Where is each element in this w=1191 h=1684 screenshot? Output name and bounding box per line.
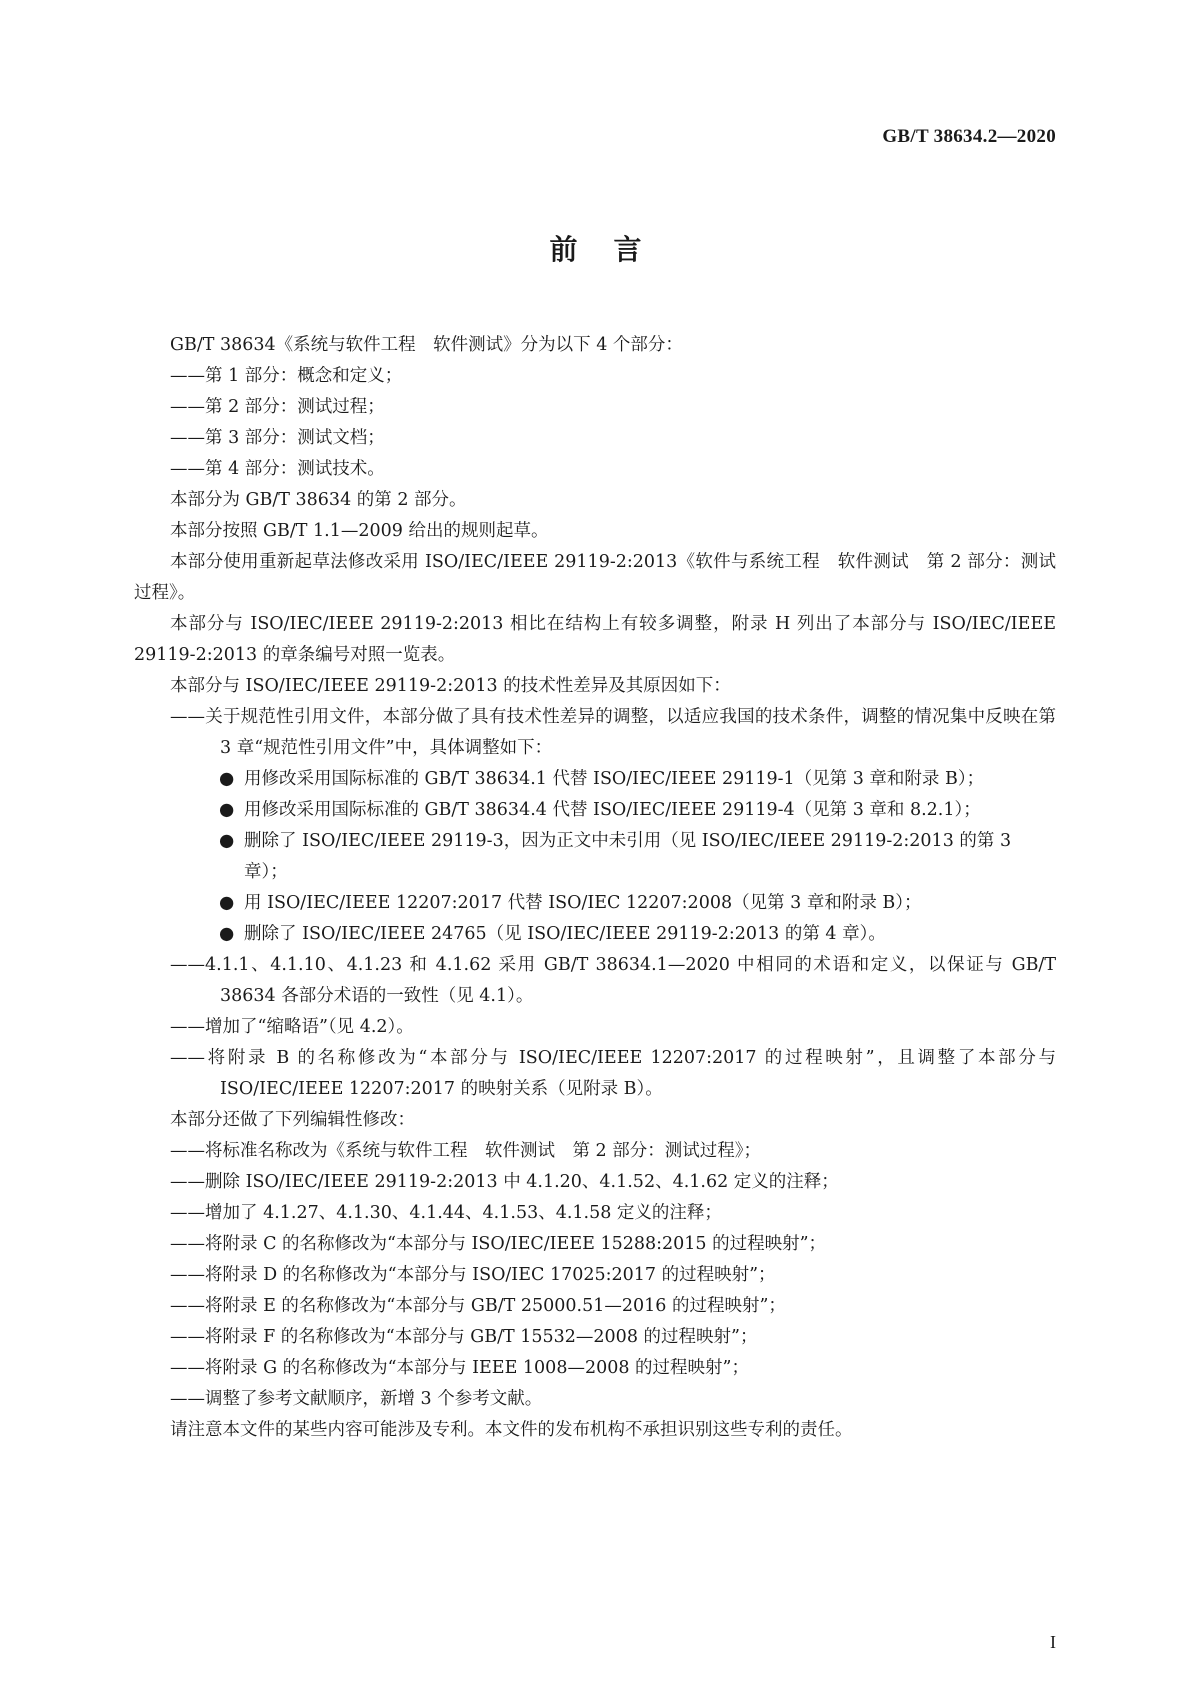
part-list-item: ——第 1 部分：概念和定义； bbox=[170, 366, 403, 386]
editorial-list-item: ——增加了 4.1.27、4.1.30、4.1.44、4.1.53、4.1.58 定义的注释； bbox=[170, 1203, 722, 1223]
editorial-list-item: ——调整了参考文献顺序，新增 3 个参考文献。 bbox=[170, 1389, 543, 1409]
tech-diff-annex-b: ——将附录 B 的名称修改为“本部分与 ISO/IEC/IEEE 12207:2017 的过程映射”，且调整了本部分与 ISO/IEC/IEEE 12207:2017 的映射关系（见附录 B）。 bbox=[170, 1048, 1056, 1099]
tech-diff-bullet bbox=[134, 764, 1056, 795]
adoption-paragraph: 本部分使用重新起草法修改采用 ISO/IEC/IEEE 29119-2:2013《软件与系统工程 软件测试 第 2 部分：测试过程》。 bbox=[134, 552, 1056, 603]
part-list-item: ——第 3 部分：测试文档； bbox=[170, 428, 385, 448]
bullet-text: 用修改采用国际标准的 GB/T 38634.4 代替 ISO/IEC/IEEE 29119-4（见第 3 章和 8.2.1）； bbox=[244, 800, 981, 820]
patent-notice: 请注意本文件的某些内容可能涉及专利。本文件的发布机构不承担识别这些专利的责任。 bbox=[170, 1420, 853, 1440]
structure-paragraph: 本部分与 ISO/IEC/IEEE 29119-2:2013 相比在结构上有较多调整，附录 H 列出了本部分与 ISO/IEC/IEEE 29119-2:2013 的章条编号对照一览表。 bbox=[134, 614, 1056, 665]
page-title: 前言 bbox=[549, 233, 678, 266]
editorial-list-item: ——将附录 D 的名称修改为“本部分与 ISO/IEC 17025:2017 的过程映射”； bbox=[170, 1265, 776, 1285]
bullet-text: 用 ISO/IEC/IEEE 12207:2017 代替 ISO/IEC 12207:2008（见第 3 章和附录 B）； bbox=[244, 893, 922, 913]
intro-paragraph: GB/T 38634《系统与软件工程 软件测试》分为以下 4 个部分： bbox=[170, 335, 683, 355]
editorial-intro: 本部分还做了下列编辑性修改： bbox=[170, 1110, 415, 1130]
part-of-paragraph: 本部分为 GB/T 38634 的第 2 部分。 bbox=[170, 490, 467, 510]
tech-diff-bullet bbox=[134, 795, 1056, 826]
foreword-body bbox=[134, 330, 1056, 1446]
editorial-list-item: ——将附录 G 的名称修改为“本部分与 IEEE 1008—2008 的过程映射”； bbox=[170, 1358, 749, 1378]
tech-diff-bullet bbox=[134, 919, 1056, 950]
bullet-dot-icon: ● bbox=[219, 769, 235, 789]
bullet-dot-icon: ● bbox=[219, 831, 235, 851]
tech-diff-bullet bbox=[134, 826, 1056, 888]
editorial-list-item: ——将附录 F 的名称修改为“本部分与 GB/T 15532—2008 的过程映射”； bbox=[170, 1327, 758, 1347]
editorial-list-item: ——将标准名称改为《系统与软件工程 软件测试 第 2 部分：测试过程》； bbox=[170, 1141, 762, 1161]
bullet-text: 删除了 ISO/IEC/IEEE 29119-3，因为正文中未引用（见 ISO/IEC/IEEE 29119-2:2013 的第 3 章）； bbox=[244, 831, 1012, 882]
part-list-item: ——第 2 部分：测试过程； bbox=[170, 397, 385, 417]
editorial-list-item: ——删除 ISO/IEC/IEEE 29119-2:2013 中 4.1.20、4.1.52、4.1.62 定义的注释； bbox=[170, 1172, 839, 1192]
bullet-dot-icon: ● bbox=[219, 893, 235, 913]
editorial-list-item: ——将附录 C 的名称修改为“本部分与 ISO/IEC/IEEE 15288:2015 的过程映射”； bbox=[170, 1234, 827, 1254]
page-number: I bbox=[1050, 1632, 1056, 1652]
tech-diff-terms: ——4.1.1、4.1.10、4.1.23 和 4.1.62 采用 GB/T 38634.1—2020 中相同的术语和定义，以保证与 GB/T 38634 各部分术语的一致性（见 4.1）。 bbox=[170, 955, 1056, 1006]
bullet-text: 用修改采用国际标准的 GB/T 38634.1 代替 ISO/IEC/IEEE 29119-1（见第 3 章和附录 B）； bbox=[244, 769, 985, 789]
drafting-rules-paragraph: 本部分按照 GB/T 1.1—2009 给出的规则起草。 bbox=[170, 521, 549, 541]
tech-diff-bullet bbox=[134, 888, 1056, 919]
tech-diff-abbreviations: ——增加了“缩略语”（见 4.2）。 bbox=[170, 1017, 414, 1037]
bullet-text: 删除了 ISO/IEC/IEEE 24765（见 ISO/IEC/IEEE 29119-2:2013 的第 4 章）。 bbox=[244, 924, 886, 944]
tech-diff-intro: 本部分与 ISO/IEC/IEEE 29119-2:2013 的技术性差异及其原因如下： bbox=[170, 676, 731, 696]
standard-number: GB/T 38634.2—2020 bbox=[882, 126, 1056, 147]
editorial-list-item: ——将附录 E 的名称修改为“本部分与 GB/T 25000.51—2016 的过程映射”； bbox=[170, 1296, 786, 1316]
bullet-dot-icon: ● bbox=[219, 800, 235, 820]
bullet-dot-icon: ● bbox=[219, 924, 235, 944]
part-list-item: ——第 4 部分：测试技术。 bbox=[170, 459, 385, 479]
tech-diff-normative-refs: ——关于规范性引用文件，本部分做了具有技术性差异的调整，以适应我国的技术条件，调整的情况集中反映在第 3 章“规范性引用文件”中，具体调整如下： bbox=[170, 707, 1056, 758]
